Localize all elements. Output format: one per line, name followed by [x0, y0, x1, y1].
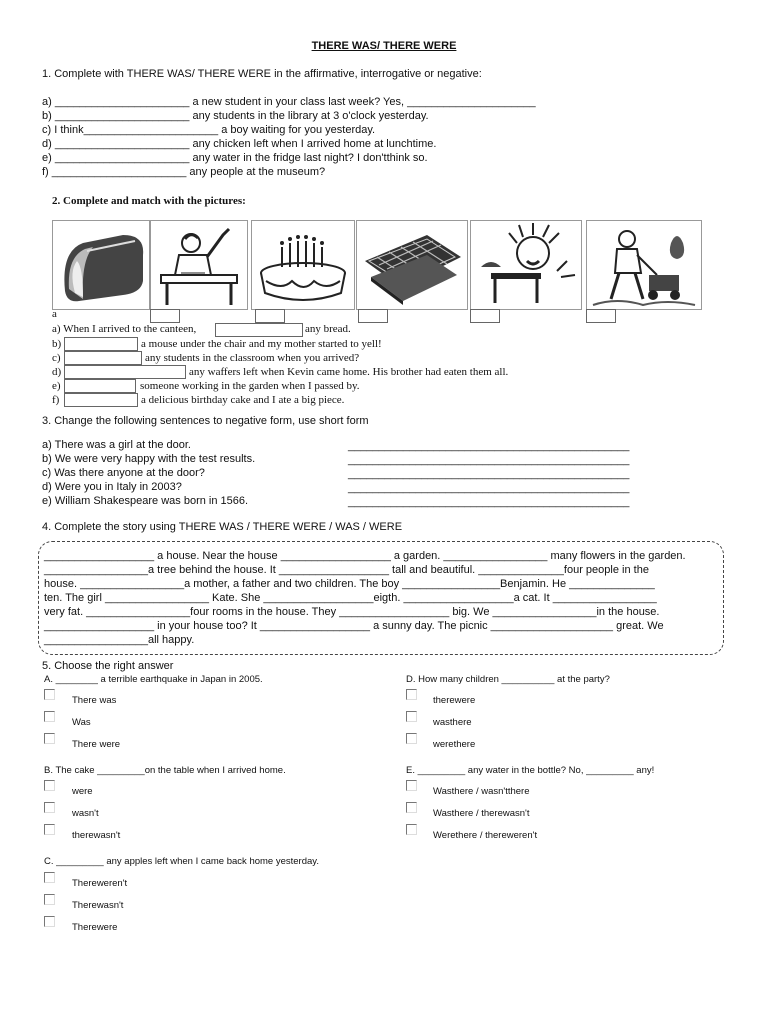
ex3-line-c: c) Was there anyone at the door?: [42, 467, 205, 479]
checkbox-a-1[interactable]: [44, 689, 55, 700]
picture-gardener: [586, 220, 702, 310]
checkbox-c-1[interactable]: [44, 872, 55, 883]
story-line-2: _________________a tree behind the house. It __________________ tall and beautiful. ______________four people in the: [44, 564, 649, 576]
ex1-line-f: f) ______________________ any people at the museum?: [42, 166, 326, 178]
option-e-1: Wasthere / wasn'tthere: [433, 786, 530, 797]
checkbox-a-2[interactable]: [44, 711, 55, 722]
picture-mouse: [470, 220, 582, 310]
story-line-7: _________________all happy.: [44, 634, 195, 646]
question-d: D. How many children __________ at the party?: [406, 674, 610, 685]
story-line-4: ten. The girl _________________ Kate. She __________________eigth. __________________a cat. It _________________: [44, 592, 657, 604]
option-d-1: therewere: [433, 695, 476, 706]
checkbox-d-2[interactable]: [406, 711, 417, 722]
ex2-letter-a: a: [52, 308, 57, 320]
ex3-answer-line-c[interactable]: ______________________________________________: [348, 468, 630, 480]
ex2-line-e: someone working in the garden when I passed by.: [140, 380, 360, 392]
story-line-1: __________________ a house. Near the house __________________ a garden. _________________ many flowers in the garden.: [44, 550, 686, 562]
checkbox-d-3[interactable]: [406, 733, 417, 744]
picture-answer-box[interactable]: [470, 309, 500, 323]
option-d-3: werethere: [433, 739, 476, 750]
checkbox-b-1[interactable]: [44, 780, 55, 791]
option-c-1: Thereweren't: [72, 878, 128, 889]
option-a-2: Was: [72, 717, 91, 728]
ex2-line-d: any waffers left when Kevin came home. His brother had eaten them all.: [189, 366, 509, 378]
ex5-instruction: 5. Choose the right answer: [42, 660, 174, 672]
checkbox-e-3[interactable]: [406, 824, 417, 835]
option-c-3: Therewere: [72, 922, 118, 933]
checkbox-c-3[interactable]: [44, 916, 55, 927]
ex2-label-d: d): [52, 366, 62, 378]
ex3-line-e: e) William Shakespeare was born in 1566.: [42, 495, 249, 507]
ex2-instruction: 2. Complete and match with the pictures:: [52, 195, 246, 207]
picture-answer-box[interactable]: [150, 309, 180, 323]
option-d-2: wasthere: [433, 717, 472, 728]
ex3-line-d: d) Were you in Italy in 2003?: [42, 481, 182, 493]
ex1-line-c: c) I think______________________ a boy waiting for you yesterday.: [42, 124, 376, 136]
picture-boy-at-desk: [150, 220, 248, 310]
picture-answer-box[interactable]: [586, 309, 616, 323]
question-b: B. The cake _________on the table when I arrived home.: [44, 765, 286, 776]
ex2-answer-box-d[interactable]: [64, 365, 186, 379]
ex2-line-a-suffix: any bread.: [305, 323, 351, 335]
ex3-answer-line-d[interactable]: ______________________________________________: [348, 482, 630, 494]
checkbox-a-3[interactable]: [44, 733, 55, 744]
picture-bread: [52, 220, 150, 310]
ex3-line-b: b) We were very happy with the test results.: [42, 453, 256, 465]
ex2-line-b: a mouse under the chair and my mother started to yell!: [141, 338, 382, 350]
checkbox-b-3[interactable]: [44, 824, 55, 835]
ex3-answer-line-a[interactable]: ______________________________________________: [348, 440, 630, 452]
ex2-answer-box-e[interactable]: [64, 379, 136, 393]
option-a-3: There were: [72, 739, 121, 750]
story-line-6: __________________ in your house too? It __________________ a sunny day. The picnic ____________________ great. We: [44, 620, 664, 632]
picture-answer-box[interactable]: [255, 309, 285, 323]
page-title: THERE WAS/ THERE WERE: [311, 40, 457, 52]
ex2-line-a-prefix: a) When I arrived to the canteen,: [52, 323, 197, 335]
ex2-line-c: any students in the classroom when you arrived?: [145, 352, 360, 364]
checkbox-e-1[interactable]: [406, 780, 417, 791]
checkbox-c-2[interactable]: [44, 894, 55, 905]
ex2-line-f: a delicious birthday cake and I ate a big piece.: [141, 394, 345, 406]
ex3-line-a: a) There was a girl at the door.: [42, 439, 191, 451]
option-b-2: wasn't: [72, 808, 99, 819]
ex1-line-b: b) ______________________ any students in the library at 3 o'clock yesterday.: [42, 110, 429, 122]
story-line-3: house. _________________a mother, a father and two children. The boy ________________Benjamin. He ______________: [44, 578, 655, 590]
option-b-3: therewasn't: [72, 830, 121, 841]
option-c-2: Therewasn't: [72, 900, 124, 911]
option-b-1: were: [72, 786, 93, 797]
option-e-3: Werethere / thereweren't: [433, 830, 538, 841]
checkbox-d-1[interactable]: [406, 689, 417, 700]
ex2-label-f: f): [52, 394, 60, 406]
checkbox-b-2[interactable]: [44, 802, 55, 813]
picture-answer-box[interactable]: [358, 309, 388, 323]
ex2-answer-box-a[interactable]: [215, 323, 303, 337]
ex4-instruction: 4. Complete the story using THERE WAS / THERE WERE / WAS / WERE: [42, 521, 403, 533]
ex2-answer-box-b[interactable]: [64, 337, 138, 351]
ex3-instruction: 3. Change the following sentences to negative form, use short form: [42, 415, 369, 427]
question-e: E. _________ any water in the bottle? No, _________ any!: [406, 765, 655, 776]
ex3-answer-line-b[interactable]: ______________________________________________: [348, 454, 630, 466]
ex2-answer-box-c[interactable]: [64, 351, 142, 365]
checkbox-e-2[interactable]: [406, 802, 417, 813]
ex1-line-a: a) ______________________ a new student in your class last week? Yes, _____________________: [42, 96, 536, 108]
ex2-answer-box-f[interactable]: [64, 393, 138, 407]
question-c: C. _________ any apples left when I came back home yesterday.: [44, 856, 319, 867]
ex1-line-e: e) ______________________ any water in the fridge last night? I don'tthink so.: [42, 152, 428, 164]
ex1-instruction: 1. Complete with THERE WAS/ THERE WERE in the affirmative, interrogative or negative:: [42, 68, 482, 80]
option-a-1: There was: [72, 695, 117, 706]
ex3-answer-line-e[interactable]: ______________________________________________: [348, 496, 630, 508]
ex2-label-b: b): [52, 338, 62, 350]
picture-waffles: [356, 220, 468, 310]
ex2-label-c: c): [52, 352, 61, 364]
ex2-label-e: e): [52, 380, 61, 392]
option-e-2: Wasthere / therewasn't: [433, 808, 530, 819]
question-a: A. ________ a terrible earthquake in Japan in 2005.: [44, 674, 263, 685]
story-line-5: very fat. _________________four rooms in the house. They __________________ big. We _________________in the house.: [44, 606, 660, 618]
picture-birthday-cake: [251, 220, 355, 310]
ex1-line-d: d) ______________________ any chicken left when I arrived home at lunchtime.: [42, 138, 437, 150]
